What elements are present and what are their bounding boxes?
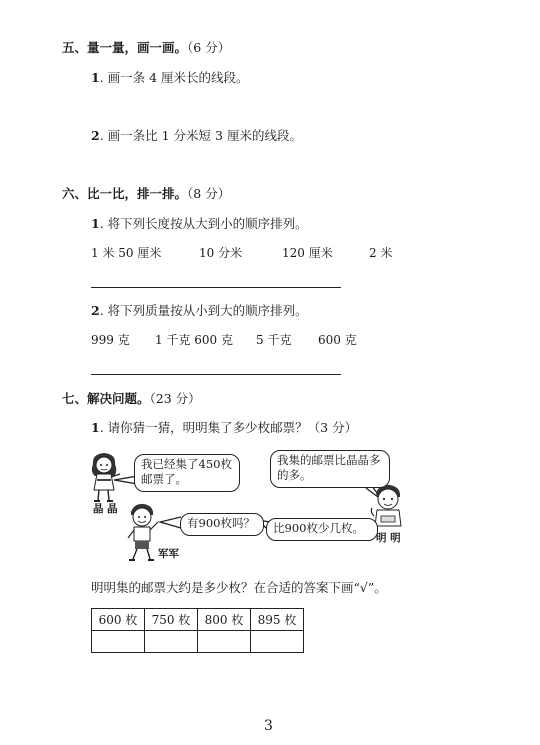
mass-item-4: 600 克 <box>318 333 357 347</box>
length-item-3: 120 厘米 <box>282 246 333 260</box>
section7-points: （23 分） <box>149 391 201 406</box>
option-750: 750 枚 <box>145 609 198 631</box>
page-number: 3 <box>264 718 273 734</box>
girl-jingjing-illustration <box>88 450 122 506</box>
speech-bubble-junjun: 有900枚吗？ <box>180 513 264 536</box>
section6-title: 六、比一比，排一排。 <box>62 186 188 201</box>
question-number: 1 <box>91 420 100 435</box>
estimate-question: 明明集的邮票大约是多少枚？在合适的答案下画“√”。 <box>91 580 387 595</box>
section5-points: （6 分） <box>187 40 231 55</box>
name-label-jingjing: 晶 晶 <box>93 503 118 515</box>
mass-item-3: 5 千克 <box>256 333 292 347</box>
speech-bubble-mingming-2: 比900枚少几枚。 <box>266 518 378 541</box>
question-number: 2 <box>91 303 100 318</box>
length-item-4: 2 米 <box>369 246 393 260</box>
option-800: 800 枚 <box>198 609 251 631</box>
length-item-1: 1 米 50 厘米 <box>91 246 162 260</box>
check-cell-800[interactable] <box>198 631 251 653</box>
question-text: . 将下列质量按从小到大的顺序排列。 <box>99 303 308 318</box>
question-text: . 将下列长度按从大到小的顺序排列。 <box>99 216 308 231</box>
question-text: . 请你猜一猜，明明集了多少枚邮票？（3 分） <box>99 420 358 435</box>
mass-item-1: 999 克 <box>91 333 130 347</box>
checkmark-row <box>92 631 304 653</box>
section6-points: （8 分） <box>187 186 231 201</box>
answer-options-table <box>91 608 304 653</box>
speech-bubble-jingjing: 我已经集了450枚邮票了。 <box>134 454 240 492</box>
name-label-junjun: 军军 <box>158 548 179 560</box>
check-cell-600[interactable] <box>92 631 145 653</box>
check-cell-895[interactable] <box>251 631 304 653</box>
section7-title: 七、解决问题。 <box>62 391 150 406</box>
option-600: 600 枚 <box>92 609 145 631</box>
boy-junjun-illustration <box>124 502 160 562</box>
length-item-2: 10 分米 <box>199 246 243 260</box>
name-label-mingming: 明 明 <box>376 532 401 544</box>
question-number: 1 <box>91 216 100 231</box>
options-row <box>92 609 304 631</box>
section5-title: 五、量一量，画一画。 <box>62 40 188 55</box>
mass-item-2: 1 千克 600 克 <box>155 333 233 347</box>
option-895: 895 枚 <box>251 609 304 631</box>
question-text: . 画一条比 1 分米短 3 厘米的线段。 <box>99 128 302 143</box>
question-number: 1 <box>91 70 100 85</box>
question-text: . 画一条 4 厘米长的线段。 <box>99 70 249 85</box>
speech-bubble-mingming: 我集的邮票比晶晶多的多。 <box>270 450 390 488</box>
check-cell-750[interactable] <box>145 631 198 653</box>
question-number: 2 <box>91 128 100 143</box>
